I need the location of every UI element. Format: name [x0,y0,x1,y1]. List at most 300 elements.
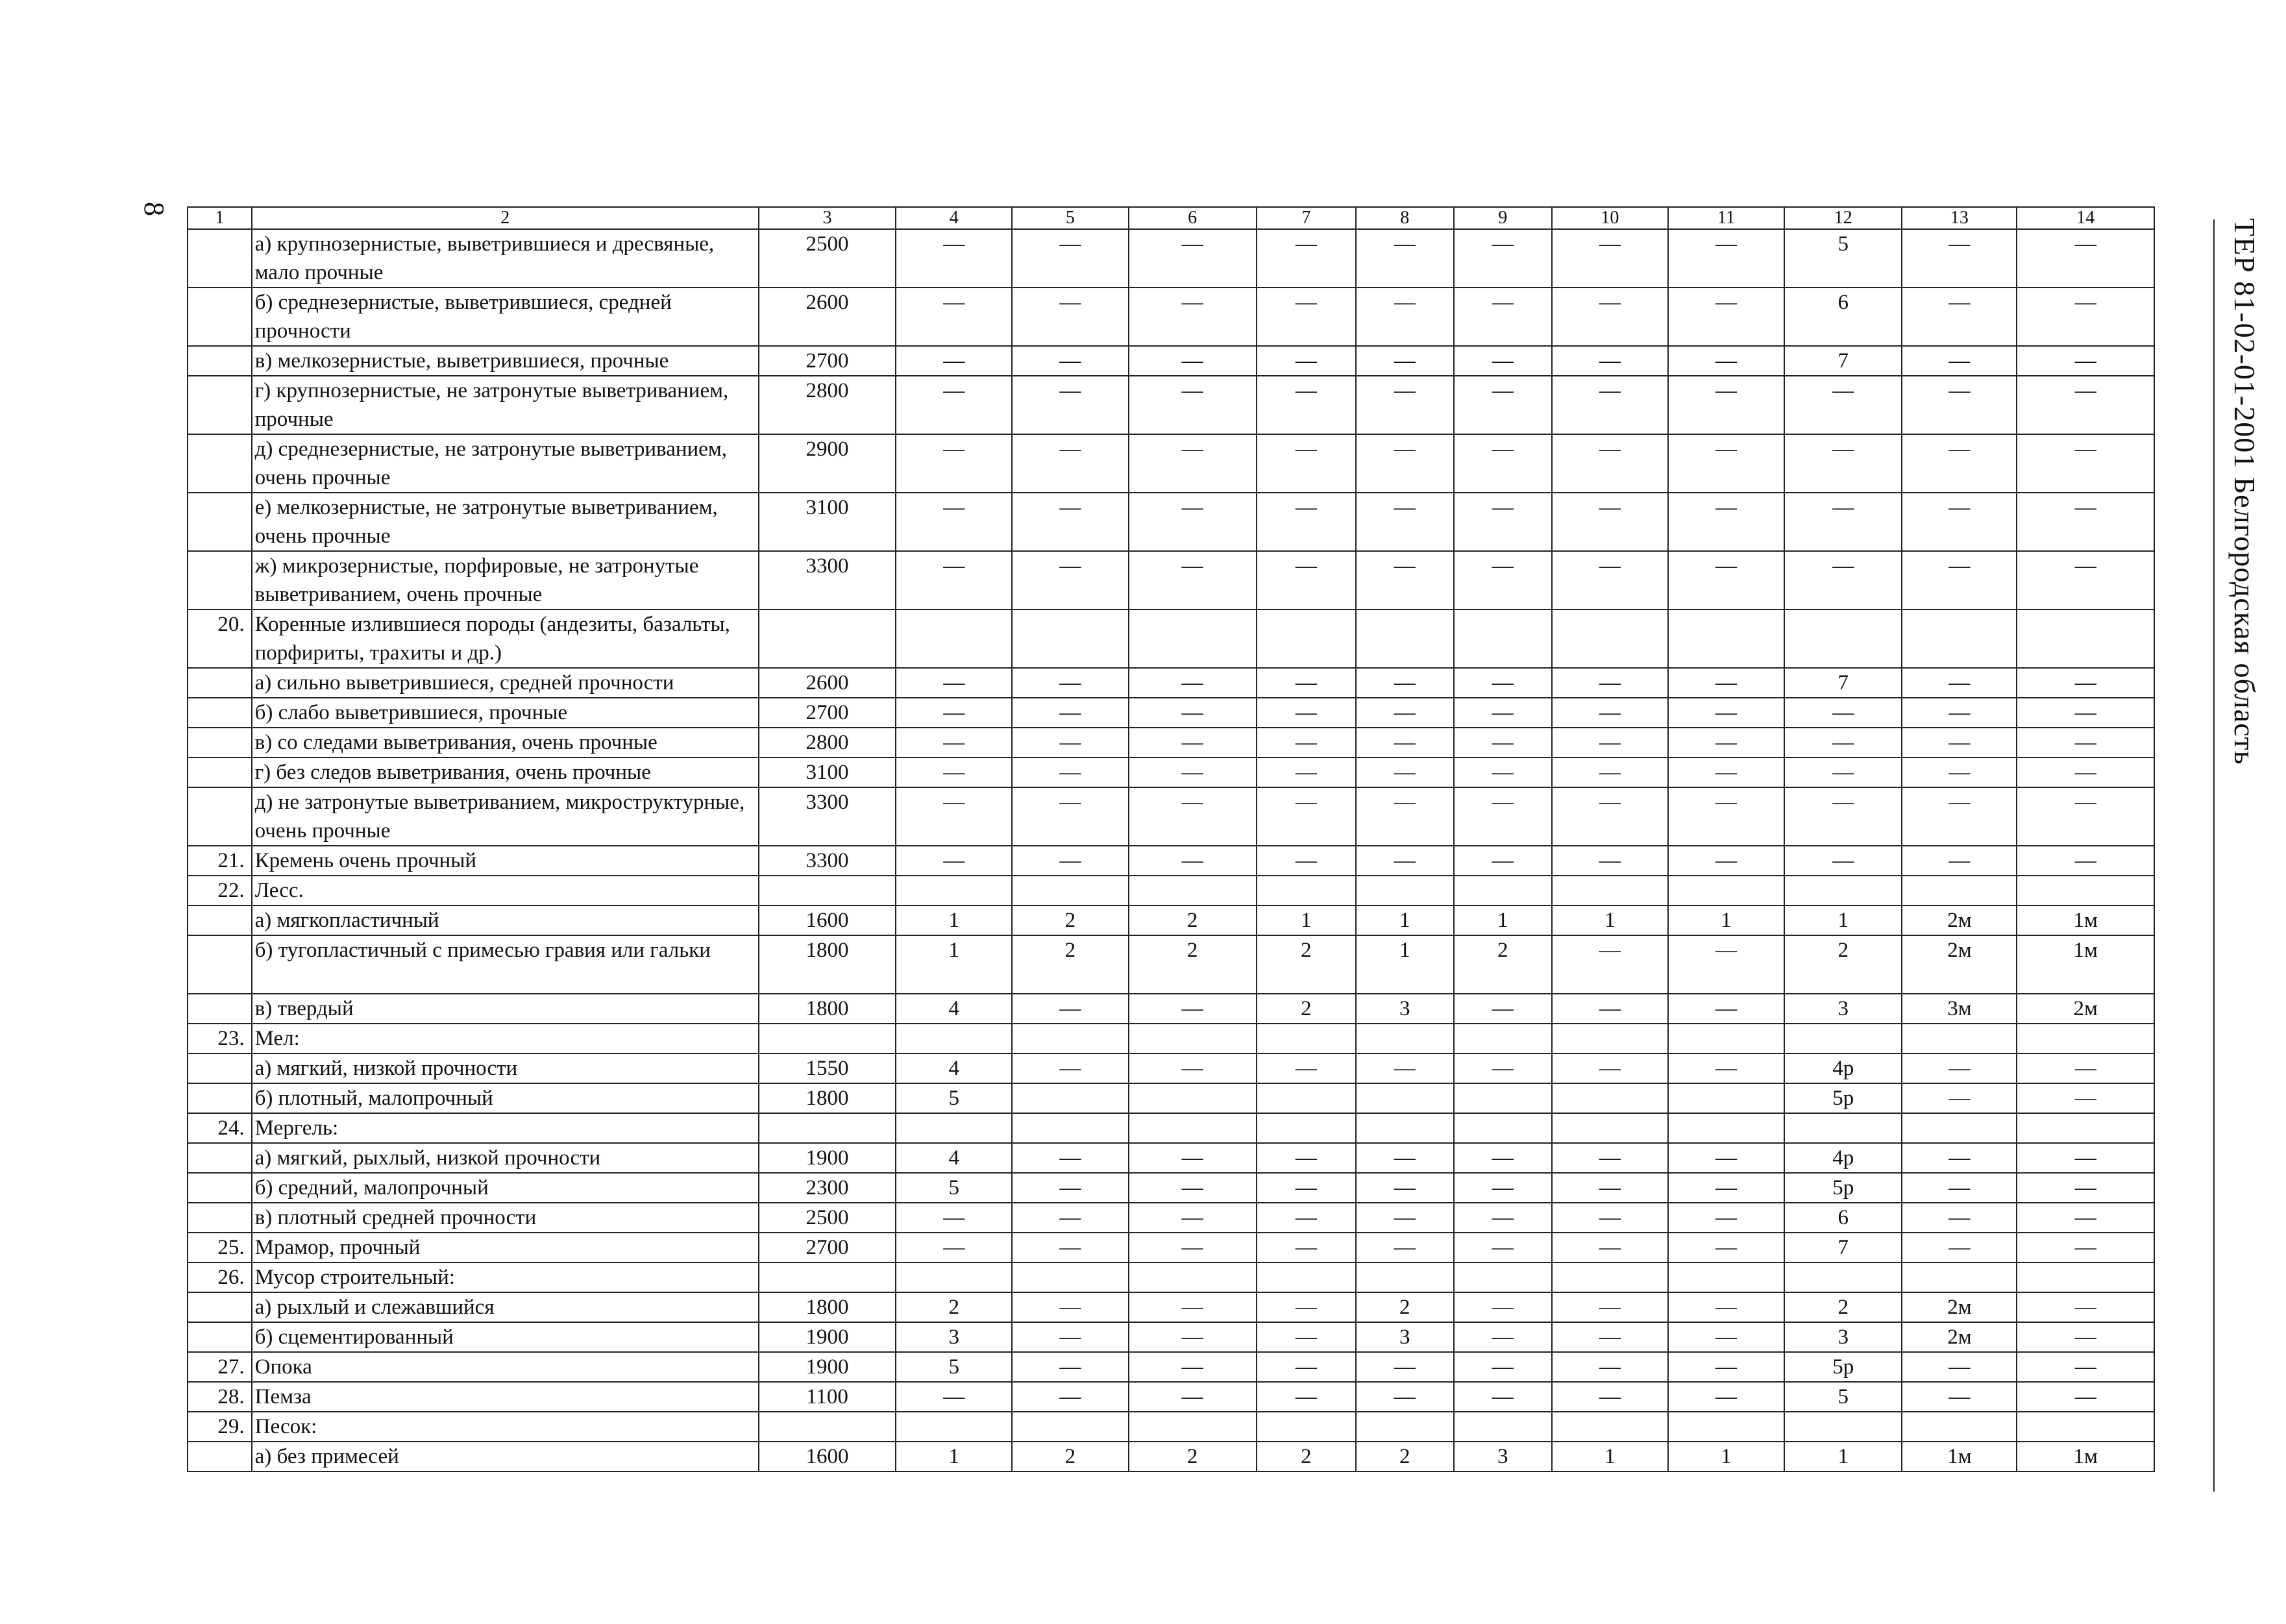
category-cell: — [1902,846,2017,876]
category-cell: — [896,1233,1012,1262]
category-cell: — [1552,994,1668,1024]
column-header: 9 [1454,207,1552,229]
category-cell [1356,1412,1454,1442]
table-row [188,1113,2154,1143]
row-number [188,668,252,698]
density-cell: 1800 [759,935,896,994]
row-number [188,905,252,935]
category-cell [1129,1412,1257,1442]
category-cell: — [1784,757,1902,787]
table-row [188,905,2154,935]
row-number [188,1143,252,1173]
table-row [188,609,2154,668]
table-row [188,1322,2154,1352]
category-cell: — [1257,787,1356,846]
category-cell: 2 [1129,935,1257,994]
category-cell [1012,1262,1128,1292]
category-cell: — [1356,1233,1454,1262]
category-cell: 1 [1454,905,1552,935]
row-description: в) плотный средней прочности [252,1203,759,1233]
table-row [188,1053,2154,1083]
category-cell [1902,1024,2017,1053]
category-cell: — [1902,1083,2017,1113]
density-cell: 2800 [759,376,896,434]
category-cell: — [1668,1382,1784,1412]
density-cell [759,876,896,905]
row-description: а) без примесей [252,1442,759,1471]
category-cell: — [1356,288,1454,346]
density-cell: 2900 [759,434,896,493]
category-cell: 2 [1257,994,1356,1024]
category-cell: — [1129,288,1257,346]
category-cell: — [1902,668,2017,698]
category-cell: — [1129,1352,1257,1382]
table-row [188,1173,2154,1203]
category-cell: 1 [1552,905,1668,935]
category-cell: — [1902,787,2017,846]
category-cell: — [1552,1143,1668,1173]
table-row [188,846,2154,876]
category-cell: 1 [1668,905,1784,935]
category-cell [1552,1262,1668,1292]
row-description: Опока [252,1352,759,1382]
category-cell: — [1257,1173,1356,1203]
table-row [188,1083,2154,1113]
density-cell: 3100 [759,493,896,551]
row-description: б) средний, малопрочный [252,1173,759,1203]
category-cell: — [1129,787,1257,846]
category-cell: — [1356,1203,1454,1233]
category-cell: — [2017,551,2154,609]
category-cell: — [1356,1053,1454,1083]
category-cell: — [1668,493,1784,551]
category-cell: — [1454,668,1552,698]
category-cell: — [1012,1292,1128,1322]
category-cell: — [1784,846,1902,876]
category-cell [1356,1262,1454,1292]
row-description: а) мягкопластичный [252,905,759,935]
category-cell: — [896,551,1012,609]
category-cell: — [2017,728,2154,757]
side-rule [2213,219,2215,1492]
row-description: в) твердый [252,994,759,1024]
category-cell: — [1454,787,1552,846]
category-cell: 1 [1356,935,1454,994]
category-cell: — [1356,728,1454,757]
category-cell: — [1668,551,1784,609]
category-cell: — [1668,935,1784,994]
table-row [188,1262,2154,1292]
category-cell: 5р [1784,1173,1902,1203]
category-cell: — [1454,757,1552,787]
category-cell [1129,609,1257,668]
category-cell: — [1012,1203,1128,1233]
category-cell: — [1454,346,1552,376]
row-number: 22. [188,876,252,905]
table-row [188,346,2154,376]
category-cell: — [1129,434,1257,493]
category-cell: 5 [896,1083,1012,1113]
category-cell [1454,1412,1552,1442]
table-row [188,1233,2154,1262]
category-cell: — [1012,1352,1128,1382]
row-number [188,229,252,288]
density-cell: 2500 [759,1203,896,1233]
row-description: Лесс. [252,876,759,905]
row-description: д) среднезернистые, не затронутые выветриванием, очень прочные [252,434,759,493]
category-cell: — [1012,434,1128,493]
row-description: Кремень очень прочный [252,846,759,876]
category-cell [896,609,1012,668]
category-cell: — [1454,1173,1552,1203]
category-cell: 5 [1784,1382,1902,1412]
category-cell: — [1257,757,1356,787]
row-description: д) не затронутые выветриванием, микроструктурные, очень прочные [252,787,759,846]
category-cell [2017,609,2154,668]
document-title: ТЕР 81-02-01-2001 Белгородская область [2228,218,2261,765]
category-cell: — [896,846,1012,876]
category-cell [1552,1024,1668,1053]
column-header: 1 [188,207,252,229]
row-description: а) крупнозернистые, выветрившиеся и дресвяные, мало прочные [252,229,759,288]
table-row [188,994,2154,1024]
category-cell [1784,876,1902,905]
row-description: ж) микрозернистые, порфировые, не затронутые выветриванием, очень прочные [252,551,759,609]
category-cell: — [1668,846,1784,876]
row-number: 29. [188,1412,252,1442]
category-cell: — [1129,346,1257,376]
category-cell: — [1454,434,1552,493]
category-cell: — [1012,757,1128,787]
category-cell [1902,876,2017,905]
category-cell: — [2017,1352,2154,1382]
category-cell: — [1356,698,1454,728]
category-cell: — [1902,1382,2017,1412]
category-cell: — [1902,493,2017,551]
category-cell: 7 [1784,346,1902,376]
category-cell: — [1257,846,1356,876]
category-cell: — [1129,1382,1257,1412]
category-cell: — [1668,698,1784,728]
row-number: 27. [188,1352,252,1382]
category-cell: — [1257,1053,1356,1083]
category-cell: — [1012,994,1128,1024]
density-cell: 1800 [759,1292,896,1322]
category-cell [1257,609,1356,668]
density-cell: 2700 [759,698,896,728]
density-cell: 1900 [759,1352,896,1382]
category-cell: 5р [1784,1083,1902,1113]
category-cell: 3м [1902,994,2017,1024]
category-cell: — [1257,728,1356,757]
category-cell: — [1356,376,1454,434]
category-cell: — [1129,229,1257,288]
row-number: 21. [188,846,252,876]
row-description: Пемза [252,1382,759,1412]
row-number [188,1322,252,1352]
category-cell: — [1129,1143,1257,1173]
category-cell [1356,1024,1454,1053]
row-description: г) крупнозернистые, не затронутые выветриванием, прочные [252,376,759,434]
category-cell [1356,609,1454,668]
category-cell: — [1668,668,1784,698]
density-cell: 3300 [759,551,896,609]
density-cell: 2700 [759,346,896,376]
category-cell: — [1257,376,1356,434]
category-cell: — [1902,1173,2017,1203]
category-cell: — [1668,1292,1784,1322]
category-cell [1257,1412,1356,1442]
category-cell: — [1257,346,1356,376]
category-cell: — [1012,1382,1128,1412]
category-cell: 7 [1784,668,1902,698]
category-cell: — [1902,698,2017,728]
category-cell: — [896,698,1012,728]
category-cell: — [1129,493,1257,551]
category-cell: — [896,668,1012,698]
category-cell: — [1552,434,1668,493]
category-cell: — [1454,1053,1552,1083]
category-cell: — [2017,668,2154,698]
category-cell: — [2017,787,2154,846]
category-cell: — [1902,376,2017,434]
row-number: 24. [188,1113,252,1143]
row-description: Мергель: [252,1113,759,1143]
category-cell: — [1902,551,2017,609]
category-cell: — [896,434,1012,493]
category-cell: — [1552,346,1668,376]
category-cell: — [896,376,1012,434]
table-row [188,787,2154,846]
category-cell: 1 [896,935,1012,994]
category-cell: — [1668,1173,1784,1203]
category-cell: 1 [896,1442,1012,1471]
category-cell: — [1356,668,1454,698]
category-cell: 3 [1356,994,1454,1024]
row-number [188,1083,252,1113]
category-cell: 4 [896,994,1012,1024]
category-cell: — [1784,551,1902,609]
category-cell: — [1012,1143,1128,1173]
category-cell [1902,1262,2017,1292]
category-cell [1668,609,1784,668]
category-cell: — [1129,698,1257,728]
category-cell [1454,609,1552,668]
category-cell [1257,1024,1356,1053]
row-number [188,698,252,728]
row-number [188,434,252,493]
category-cell: — [1129,1203,1257,1233]
column-header: 14 [2017,207,2154,229]
category-cell: — [1012,698,1128,728]
category-cell [1552,876,1668,905]
row-number [188,1203,252,1233]
category-cell: — [1012,346,1128,376]
category-cell: — [1668,1233,1784,1262]
category-cell: 2 [896,1292,1012,1322]
category-cell: — [1902,728,2017,757]
category-cell [1012,1412,1128,1442]
category-cell: — [1902,434,2017,493]
category-cell: 5 [1784,229,1902,288]
category-cell: — [2017,434,2154,493]
category-cell [1552,1083,1668,1113]
row-number [188,376,252,434]
category-cell: — [2017,288,2154,346]
category-cell: 1м [2017,905,2154,935]
category-cell: 2 [1356,1292,1454,1322]
category-cell: — [2017,1083,2154,1113]
category-cell: — [1257,1322,1356,1352]
category-cell: — [1552,1203,1668,1233]
category-cell [1668,1113,1784,1143]
category-cell: — [1668,346,1784,376]
density-cell: 2500 [759,229,896,288]
category-cell: — [1902,1352,2017,1382]
row-description: Мел: [252,1024,759,1053]
category-cell: — [1668,757,1784,787]
category-cell [2017,1412,2154,1442]
row-number [188,728,252,757]
category-cell [1668,1024,1784,1053]
row-number [188,1173,252,1203]
category-cell: — [1012,668,1128,698]
row-number [188,1292,252,1322]
column-header: 2 [252,207,759,229]
category-cell: — [1257,434,1356,493]
category-cell: 4р [1784,1143,1902,1173]
category-cell: 4 [896,1143,1012,1173]
category-cell: 1 [896,905,1012,935]
category-cell: 1м [2017,935,2154,994]
category-cell: 2 [1356,1442,1454,1471]
category-cell: — [1012,1322,1128,1352]
category-cell: — [1129,1292,1257,1322]
category-cell: — [2017,1173,2154,1203]
column-header: 12 [1784,207,1902,229]
category-cell: — [1784,493,1902,551]
category-cell [1012,1113,1128,1143]
category-cell: — [1552,787,1668,846]
row-description: б) тугопластичный с примесью гравия или гальки [252,935,759,994]
category-cell: — [896,1382,1012,1412]
row-description: б) сцементированный [252,1322,759,1352]
category-cell: — [1668,1322,1784,1352]
category-cell: — [1356,1352,1454,1382]
category-cell [2017,1113,2154,1143]
category-cell: 3 [1784,1322,1902,1352]
category-cell: — [896,229,1012,288]
category-cell [1902,1412,2017,1442]
category-cell [1129,1113,1257,1143]
category-cell: 2 [1257,935,1356,994]
category-cell: — [1668,1352,1784,1382]
category-cell: — [2017,1233,2154,1262]
category-cell: — [1129,728,1257,757]
category-cell [2017,876,2154,905]
category-cell: — [1356,493,1454,551]
category-cell: — [1257,551,1356,609]
density-cell [759,1412,896,1442]
category-cell: — [1552,1292,1668,1322]
category-cell: 2 [1784,1292,1902,1322]
category-cell: — [1454,288,1552,346]
category-cell: — [2017,346,2154,376]
category-cell [1257,1262,1356,1292]
category-cell [1257,1113,1356,1143]
category-cell: 2м [1902,1322,2017,1352]
table-row [188,1442,2154,1471]
density-cell: 2600 [759,288,896,346]
category-cell [896,876,1012,905]
category-cell [2017,1024,2154,1053]
column-header: 3 [759,207,896,229]
row-number [188,787,252,846]
category-cell: — [1257,493,1356,551]
row-description: Мрамор, прочный [252,1233,759,1262]
row-number [188,346,252,376]
category-cell [1784,1262,1902,1292]
category-cell: — [1668,288,1784,346]
category-cell [2017,1262,2154,1292]
category-cell: 2м [2017,994,2154,1024]
category-cell [1902,609,2017,668]
category-cell: — [1129,846,1257,876]
category-cell: 2 [1012,905,1128,935]
category-cell: — [2017,1143,2154,1173]
category-cell [896,1113,1012,1143]
category-cell: — [1356,434,1454,493]
category-cell: — [2017,846,2154,876]
category-cell: — [1257,1292,1356,1322]
row-description: Мусор строительный: [252,1262,759,1292]
category-cell: 2 [1784,935,1902,994]
density-cell: 1800 [759,1083,896,1113]
table-row [188,1352,2154,1382]
category-cell: — [1784,434,1902,493]
category-cell: 1м [2017,1442,2154,1471]
category-cell [1129,1262,1257,1292]
category-cell [1012,876,1128,905]
density-cell [759,609,896,668]
category-cell: — [1668,994,1784,1024]
category-cell [1129,1083,1257,1113]
row-number [188,757,252,787]
category-cell: — [2017,229,2154,288]
category-cell: — [1552,1352,1668,1382]
category-cell: — [1902,346,2017,376]
table-row [188,668,2154,698]
category-cell [1784,1412,1902,1442]
category-cell [1012,1083,1128,1113]
row-number [188,935,252,994]
table-row [188,551,2154,609]
category-cell: — [1668,434,1784,493]
category-cell: — [1129,757,1257,787]
category-cell: — [1129,1233,1257,1262]
category-cell: — [1012,551,1128,609]
row-description: Коренные излившиеся породы (андезиты, базальты, порфириты, трахиты и др.) [252,609,759,668]
table-row [188,757,2154,787]
row-number: 28. [188,1382,252,1412]
category-cell: — [2017,1322,2154,1352]
category-cell: — [2017,1292,2154,1322]
density-cell: 1600 [759,905,896,935]
category-cell [1454,1262,1552,1292]
category-cell [1784,1113,1902,1143]
category-cell: — [1552,376,1668,434]
category-cell: 2м [1902,1292,2017,1322]
